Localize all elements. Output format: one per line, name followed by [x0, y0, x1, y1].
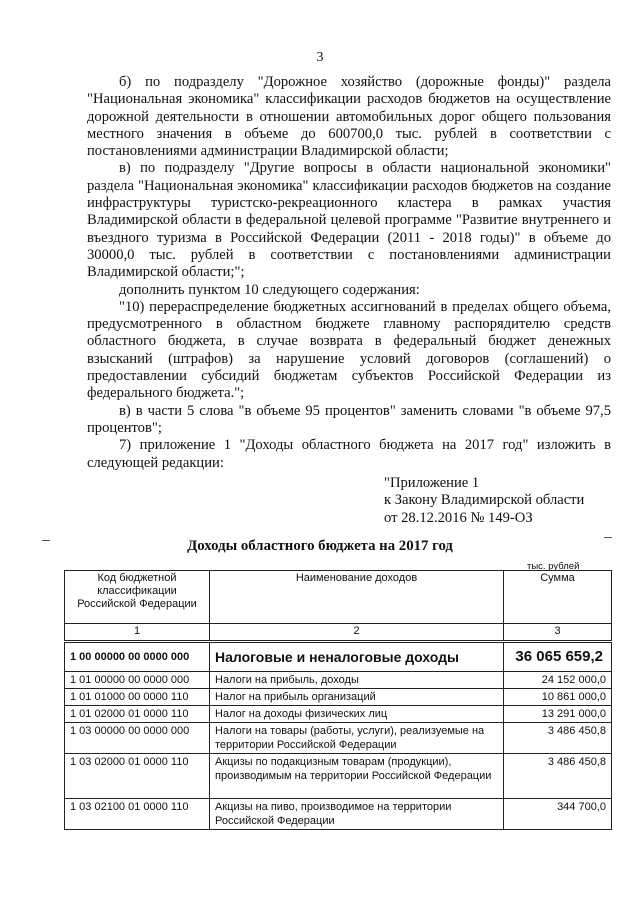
row-code: 1 03 02100 01 0000 110: [65, 799, 210, 830]
table-row: [65, 754, 612, 799]
column-number: 1: [65, 624, 210, 642]
page-number: 3: [316, 50, 324, 65]
row-sum: 24 152 000,0: [504, 672, 612, 689]
units-label: тыс. рублей: [527, 561, 580, 572]
row-code: 1 01 00000 00 0000 000: [65, 672, 210, 689]
row-sum: 344 700,0: [504, 799, 612, 830]
header-code: Код бюджетной классификации Российской Федерации: [65, 571, 210, 624]
table-row: [65, 799, 612, 830]
table-header-row: [65, 571, 612, 624]
column-number-row: [65, 624, 612, 642]
row-code: 1 03 00000 00 0000 000: [65, 723, 210, 754]
appendix-line-3: от 28.12.2016 № 149-ОЗ: [384, 509, 533, 526]
row-code: 1 00 00000 00 0000 000: [65, 642, 210, 672]
header-name: Наименование доходов: [210, 571, 504, 624]
row-code: 1 03 02000 01 0000 110: [65, 754, 210, 799]
appendix-line-1: "Приложение 1: [384, 475, 480, 491]
table-row: [65, 723, 612, 754]
row-name: Налоговые и неналоговые доходы: [210, 642, 504, 672]
table-row: [65, 642, 612, 672]
row-sum: 13 291 000,0: [504, 706, 612, 723]
header-sum: Сумма: [504, 571, 612, 624]
table-row: [65, 689, 612, 706]
appendix-reference: [384, 475, 584, 527]
row-code: 1 01 02000 01 0000 110: [65, 706, 210, 723]
row-sum: 3 486 450,8: [504, 723, 612, 754]
appendix-line-2: к Закону Владимирской области: [384, 492, 585, 509]
paragraph-part-5: в) в части 5 слова "в объеме 95 процентов" заменить словами "в объеме 97,5 процентов";: [87, 402, 611, 436]
body-text: [87, 74, 611, 472]
paragraph-add-point-10: дополнить пунктом 10 следующего содержания:: [119, 281, 420, 298]
row-sum: 3 486 450,8: [504, 754, 612, 799]
row-name: Налоги на товары (работы, услуги), реализуемые на территории Российской Федерации: [210, 723, 504, 754]
table-row: [65, 706, 612, 723]
row-sum: 36 065 659,2: [504, 642, 612, 672]
table-title: Доходы областного бюджета на 2017 год: [187, 538, 453, 554]
column-number: 3: [504, 624, 612, 642]
paragraph-appendix-1: 7) приложение 1 "Доходы областного бюджета на 2017 год" изложить в следующей редакции:: [87, 437, 611, 471]
row-name: Акцизы по подакцизным товарам (продукции), производимым на территории Российской Федерации: [210, 754, 504, 799]
row-name: Налоги на прибыль, доходы: [210, 672, 504, 689]
table-row: [65, 672, 612, 689]
row-name: Налог на прибыль организаций: [210, 689, 504, 706]
row-sum: 10 861 000,0: [504, 689, 612, 706]
revenue-table: [64, 570, 612, 830]
row-name: Акцизы на пиво, производимое на территории Российской Федерации: [210, 799, 504, 830]
paragraph-point-10: "10) перераспределение бюджетных ассигнований в пределах общего объема, предусмотренного в областном бюджете главному распорядителю средств областного бюджета, в случае возврата в федеральный бюджет денежных взысканий (штрафов) за нарушение условий договоров (соглашений) о предоставлении субсидий бюджетам субъектов Российской Федерации из федерального бюджета.";: [87, 298, 611, 402]
paragraph-b: б) по подразделу "Дорожное хозяйство (дорожные фонды)" раздела "Национальная экономика" классификации расходов бюджетов на осуществление дорожной деятельности в отношении автомобильных дорог общего пользования местного значения в объеме до 600700,0 тыс. рублей в соответствии с постановлениями администрации Владимирской области;: [87, 74, 611, 160]
row-code: 1 01 01000 00 0000 110: [65, 689, 210, 706]
column-number: 2: [210, 624, 504, 642]
paragraph-v: в) по подразделу "Другие вопросы в области национальной экономики" раздела "Национальная экономика" классификации расходов бюджетов на создание инфраструктуры туристско-рекреационного кластера в рамках участия Владимирской области в федеральной целевой программе "Развитие внутреннего и въездного туризма в Российской Федерации (2011 - 2018 годы)" в объеме до 30000,0 тыс. рублей в соответствии с постановлениями администрации Владимирской области;";: [87, 160, 611, 281]
row-name: Налог на доходы физических лиц: [210, 706, 504, 723]
